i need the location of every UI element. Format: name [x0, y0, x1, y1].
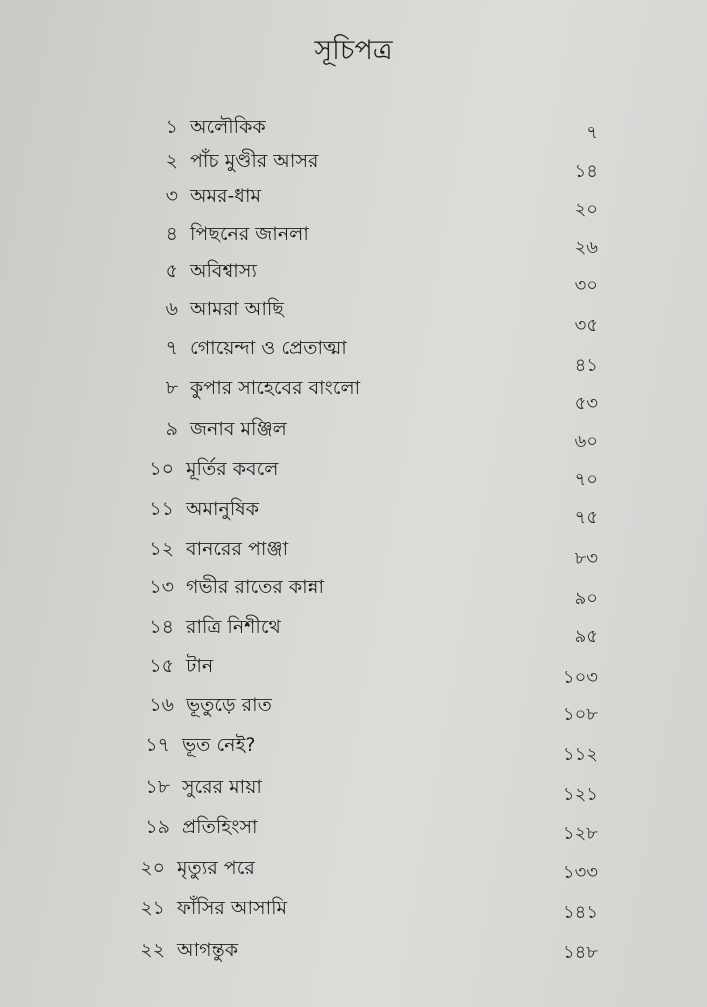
chapter-number: ১০: [149, 458, 174, 480]
chapter-title: সুরের মায়া: [182, 776, 262, 798]
chapter-title: জনাব মঞ্জিল: [190, 418, 287, 440]
page-number: ৭০: [574, 469, 598, 490]
chapter-number: ৮: [165, 377, 178, 399]
chapter-number: ১৯: [145, 816, 170, 838]
chapter-number: ৭: [165, 337, 178, 359]
chapter-number: ২: [165, 150, 178, 172]
chapter-title: কুপার সাহেবের বাংলো: [190, 377, 361, 399]
page-number: ৮৩: [574, 548, 598, 569]
page-number: ১৪১: [562, 902, 598, 923]
page-number: ৯০: [574, 588, 598, 609]
chapter-title: আগন্তুক: [177, 939, 239, 961]
chapter-number: ১: [165, 116, 178, 138]
chapter-number: ৬: [165, 298, 178, 320]
chapter-title: অলৌকিক: [190, 116, 266, 138]
chapter-title: গোয়েন্দা ও প্রেতাত্মা: [190, 337, 347, 359]
chapter-title: মূর্তির কবলে: [186, 458, 279, 480]
page-number: ১৪৮: [562, 942, 598, 963]
chapter-number: ২২: [140, 939, 165, 961]
chapter-title: অমানুষিক: [186, 498, 260, 520]
chapter-number: ১৫: [149, 655, 174, 677]
chapter-number: ১৬: [149, 694, 174, 716]
chapter-title: মৃত্যুর পরে: [177, 857, 255, 879]
chapter-number: ১১: [149, 498, 174, 520]
page-number: ১০৮: [562, 704, 598, 725]
chapter-number: ১২: [149, 538, 174, 560]
chapter-number: ১৮: [145, 776, 170, 798]
chapter-number: ১৪: [149, 616, 174, 638]
chapter-number: ৩: [165, 185, 178, 207]
page-number: ৩৫: [574, 315, 598, 336]
chapter-title: প্রতিহিংসা: [182, 816, 258, 838]
chapter-title: ভূতুড়ে রাত: [186, 694, 272, 716]
page-number: ৯৫: [574, 626, 598, 647]
chapter-title: গভীর রাতের কান্না: [186, 576, 325, 598]
page-number: ২০: [574, 199, 598, 220]
page-number: ৬০: [574, 431, 598, 452]
page-number: ৭: [586, 122, 598, 143]
page-number: ১২৮: [562, 823, 598, 844]
chapter-title: ভূত নেই?: [182, 734, 256, 756]
page-number: ৪১: [574, 355, 598, 376]
chapter-title: অবিশ্বাস্য: [190, 260, 257, 282]
chapter-number: ৫: [165, 260, 178, 282]
chapter-title: পাঁচ মুণ্ডীর আসর: [190, 150, 319, 172]
chapter-number: ২০: [140, 857, 165, 879]
chapter-title: পিছনের জানলা: [190, 223, 309, 245]
page-number: ৫৩: [574, 393, 598, 414]
page-number: ১৩৩: [562, 862, 598, 883]
page-number: ১২১: [562, 784, 598, 805]
chapter-title: টান: [186, 655, 214, 677]
chapter-number: ১৭: [145, 734, 170, 756]
page-number: ১০৩: [562, 667, 598, 688]
page-number: ৭৫: [574, 507, 598, 528]
chapter-title: বানরের পাঞ্জা: [186, 538, 289, 560]
page-title: সূচিপত্র: [314, 35, 393, 66]
chapter-number: ৯: [165, 418, 178, 440]
chapter-number: ৪: [165, 223, 178, 245]
chapter-title: ফাঁসির আসামি: [177, 897, 288, 919]
page-number: ২৬: [574, 237, 598, 258]
chapter-title: রাত্রি নিশীথে: [186, 616, 281, 638]
chapter-title: অমর-ধাম: [190, 185, 262, 207]
page-number: ১১২: [562, 744, 598, 765]
page-number: ৩০: [574, 275, 598, 296]
chapter-title: আমরা আছি: [190, 298, 284, 320]
chapter-number: ১৩: [149, 576, 174, 598]
chapter-number: ২১: [140, 897, 165, 919]
page-number: ১৪: [574, 161, 598, 182]
